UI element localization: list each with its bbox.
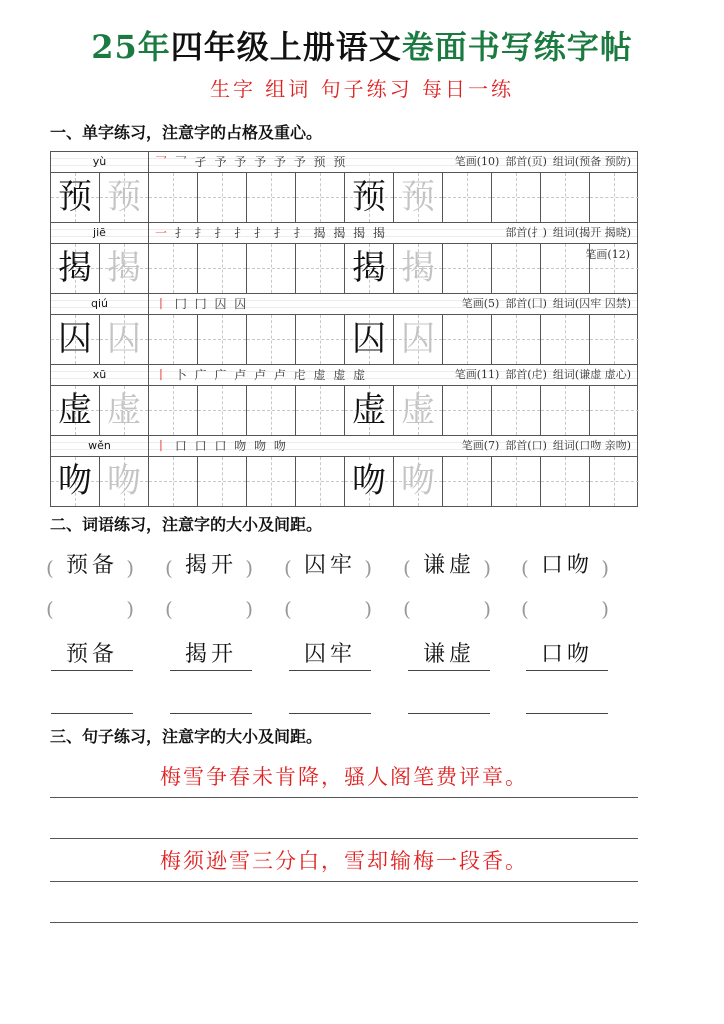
example-words: 组词(揭开 揭晓) — [552, 226, 631, 239]
practice-cell[interactable] — [296, 244, 345, 293]
practice-cell[interactable] — [394, 386, 443, 435]
practice-row — [50, 172, 638, 222]
model-character: 预 — [352, 177, 386, 217]
practice-cell[interactable] — [394, 173, 443, 222]
stroke-sequence: 口 口 口 吻 吻 吻 — [174, 439, 288, 453]
word-with-parentheses: ( 囚牢 ) — [284, 553, 376, 580]
character-info — [499, 223, 631, 243]
practice-cell[interactable] — [541, 173, 590, 222]
practice-cell[interactable] — [198, 457, 247, 506]
word-text: 预备 — [65, 553, 118, 578]
practice-cell[interactable] — [590, 457, 639, 506]
pinyin-label: qiú — [51, 294, 149, 314]
practice-cell[interactable] — [541, 457, 590, 506]
model-character: 虚 — [352, 390, 386, 430]
model-character: 揭 — [58, 248, 92, 288]
practice-cell[interactable] — [541, 386, 590, 435]
blank-writing-line[interactable] — [50, 838, 638, 839]
stroke-count: 笔画(12) — [585, 248, 630, 261]
trace-character: 吻 — [107, 461, 141, 501]
stroke-count: 笔画(7) — [461, 439, 500, 452]
blank-word-line[interactable] — [170, 683, 252, 714]
stroke-count: 笔画(11) — [454, 368, 500, 381]
character-info — [456, 294, 631, 314]
word-text: 谦虚 — [422, 553, 475, 578]
example-words: 组词(谦虚 虚心) — [552, 368, 631, 381]
character-unit — [50, 222, 638, 293]
word-text: 口吻 — [540, 553, 593, 578]
practice-cell[interactable] — [100, 457, 149, 506]
practice-cell[interactable] — [394, 244, 443, 293]
pinyin-row — [50, 364, 638, 385]
character-info — [449, 152, 631, 172]
practice-cell[interactable] — [100, 173, 149, 222]
example-words: 组词(预备 预防) — [552, 155, 631, 168]
model-character: 揭 — [352, 248, 386, 288]
blank-writing-line[interactable] — [50, 922, 638, 923]
character-unit — [50, 364, 638, 435]
practice-cell[interactable] — [247, 244, 296, 293]
practice-cell[interactable] — [51, 315, 100, 364]
stroke-sequence: 卜 广 广 卢 卢 卢 虍 虚 虚 虚 — [174, 368, 368, 382]
practice-cell[interactable] — [149, 386, 198, 435]
first-stroke: 丨 — [155, 368, 170, 382]
word-on-line: 预备 — [51, 640, 133, 671]
practice-cell[interactable] — [492, 315, 541, 364]
first-stroke: 一 — [155, 226, 170, 240]
practice-cell[interactable] — [51, 244, 100, 293]
character-practice-grid — [50, 151, 638, 507]
radical: 部首(页) — [505, 155, 547, 168]
practice-cell[interactable] — [51, 386, 100, 435]
trace-character: 虚 — [107, 390, 141, 430]
pinyin-label: yù — [51, 152, 149, 172]
stroke-order — [155, 152, 347, 172]
practice-cell[interactable] — [149, 315, 198, 364]
practice-cell[interactable] — [247, 386, 296, 435]
model-character: 吻 — [352, 461, 386, 501]
example-words: 组词(囚牢 囚禁) — [552, 297, 631, 310]
practice-cell[interactable] — [51, 457, 100, 506]
page-subtitle: 生字 组词 句子练习 每日一练 — [209, 77, 515, 101]
practice-cell[interactable] — [100, 244, 149, 293]
blank-word-line[interactable] — [408, 683, 490, 714]
first-stroke: 丨 — [155, 439, 170, 453]
practice-cell[interactable] — [492, 173, 541, 222]
pinyin-row — [50, 222, 638, 243]
practice-row — [50, 385, 638, 435]
pinyin-label: jiē — [51, 223, 149, 243]
word-text: 揭开 — [184, 553, 237, 578]
practice-cell[interactable] — [345, 315, 394, 364]
practice-cell[interactable] — [345, 244, 394, 293]
first-stroke: 丨 — [155, 297, 170, 311]
pinyin-row — [50, 293, 638, 314]
character-unit — [50, 435, 638, 506]
practice-cell[interactable] — [51, 173, 100, 222]
example-words: 组词(口吻 亲吻) — [552, 439, 631, 452]
empty-word-parentheses[interactable]: ( ) — [46, 597, 138, 621]
radical: 部首(扌) — [505, 226, 547, 239]
sentence-line-1: 梅雪争春未肯降，骚人阁笔费评章。 — [50, 757, 638, 798]
grid-bottom-border — [50, 506, 638, 507]
practice-cell[interactable] — [443, 315, 492, 364]
word-on-line: 谦虚 — [408, 640, 490, 671]
word-on-line: 口吻 — [526, 640, 608, 671]
practice-cell[interactable] — [247, 315, 296, 364]
practice-cell[interactable] — [198, 244, 247, 293]
blank-word-line[interactable] — [51, 683, 133, 714]
practice-cell[interactable] — [198, 173, 247, 222]
trace-character: 囚 — [401, 319, 435, 359]
radical: 部首(虍) — [505, 368, 547, 381]
word-text: 囚牢 — [303, 553, 356, 578]
practice-cell[interactable] — [345, 457, 394, 506]
character-unit — [50, 151, 638, 222]
practice-cell[interactable] — [345, 173, 394, 222]
trace-character: 揭 — [107, 248, 141, 288]
practice-cell[interactable] — [296, 457, 345, 506]
practice-cell[interactable] — [541, 244, 590, 293]
title-grade-year: 25年 — [91, 28, 171, 66]
word-with-parentheses: ( 预备 ) — [46, 553, 138, 580]
practice-cell[interactable] — [296, 315, 345, 364]
stroke-count: 笔画(10) — [454, 155, 500, 168]
practice-cell[interactable] — [296, 173, 345, 222]
word-with-parentheses: ( 口吻 ) — [521, 553, 613, 580]
practice-cell[interactable] — [541, 315, 590, 364]
character-unit — [50, 293, 638, 364]
pinyin-row — [50, 435, 638, 456]
model-character: 囚 — [352, 319, 386, 359]
character-info — [449, 365, 631, 385]
pinyin-label: wěn — [51, 436, 149, 456]
page-title — [0, 22, 724, 68]
practice-cell[interactable] — [394, 457, 443, 506]
blank-word-line[interactable] — [289, 683, 371, 714]
trace-character: 吻 — [401, 461, 435, 501]
pinyin-row — [50, 151, 638, 172]
word-with-parentheses: ( 揭开 ) — [165, 553, 257, 580]
title-topic: 卷面书写练字帖 — [401, 28, 633, 66]
radical: 部首(囗) — [505, 297, 547, 310]
empty-word-parentheses[interactable]: ( ) — [403, 597, 495, 621]
practice-cell[interactable] — [443, 457, 492, 506]
empty-word-parentheses[interactable]: ( ) — [165, 597, 257, 621]
practice-cell[interactable] — [394, 315, 443, 364]
radical: 部首(口) — [505, 439, 547, 452]
practice-cell[interactable] — [149, 244, 198, 293]
practice-cell[interactable] — [149, 457, 198, 506]
character-info — [456, 436, 631, 456]
section-heading-sentences: 三、句子练习，注意字的大小及间距。 — [50, 727, 323, 746]
practice-cell[interactable] — [443, 386, 492, 435]
practice-cell[interactable] — [492, 244, 541, 293]
practice-row — [50, 243, 638, 293]
model-character: 吻 — [58, 461, 92, 501]
first-stroke: 乛 — [155, 155, 170, 169]
trace-character: 预 — [107, 177, 141, 217]
trace-character: 囚 — [107, 319, 141, 359]
stroke-order — [155, 365, 367, 385]
section-heading-single-characters: 一、单字练习，注意字的占格及重心。 — [50, 123, 323, 142]
stroke-order — [155, 294, 248, 314]
practice-cell[interactable] — [296, 386, 345, 435]
stroke-order — [155, 436, 288, 456]
model-character: 预 — [58, 177, 92, 217]
word-with-parentheses: ( 谦虚 ) — [403, 553, 495, 580]
trace-character: 揭 — [401, 248, 435, 288]
practice-cell[interactable] — [198, 386, 247, 435]
trace-character: 预 — [401, 177, 435, 217]
practice-cell[interactable] — [198, 315, 247, 364]
practice-cell[interactable] — [590, 386, 639, 435]
model-character: 虚 — [58, 390, 92, 430]
empty-word-parentheses[interactable]: ( ) — [521, 597, 613, 621]
practice-row — [50, 314, 638, 364]
stroke-order — [155, 223, 387, 243]
stroke-sequence: 扌 扌 扌 扌 扌 扌 扌 揭 揭 揭 揭 — [174, 226, 387, 240]
practice-cell[interactable] — [149, 173, 198, 222]
blank-word-line[interactable] — [526, 683, 608, 714]
sentence-line-2: 梅须逊雪三分白，雪却输梅一段香。 — [50, 841, 638, 882]
title-grade: 四年级上册语文 — [170, 28, 402, 66]
model-character: 囚 — [58, 319, 92, 359]
trace-character: 虚 — [401, 390, 435, 430]
practice-cell[interactable] — [100, 315, 149, 364]
practice-cell[interactable] — [100, 386, 149, 435]
practice-cell[interactable] — [492, 457, 541, 506]
practice-cell[interactable] — [443, 244, 492, 293]
practice-cell[interactable] — [247, 173, 296, 222]
pinyin-label: xū — [51, 365, 149, 385]
stroke-sequence: 乛 孑 予 予 予 予 予 预 预 — [174, 155, 348, 169]
word-on-line: 囚牢 — [289, 640, 371, 671]
practice-cell[interactable] — [590, 173, 639, 222]
practice-cell[interactable] — [345, 386, 394, 435]
practice-row — [50, 456, 638, 506]
section-heading-words: 二、词语练习，注意字的大小及间距。 — [50, 515, 323, 534]
practice-cell[interactable] — [443, 173, 492, 222]
empty-word-parentheses[interactable]: ( ) — [284, 597, 376, 621]
practice-cell[interactable] — [590, 315, 639, 364]
stroke-sequence: 冂 冂 囚 囚 — [174, 297, 249, 311]
stroke-count: 笔画(5) — [461, 297, 500, 310]
practice-cell[interactable] — [247, 457, 296, 506]
practice-cell[interactable] — [492, 386, 541, 435]
word-on-line: 揭开 — [170, 640, 252, 671]
